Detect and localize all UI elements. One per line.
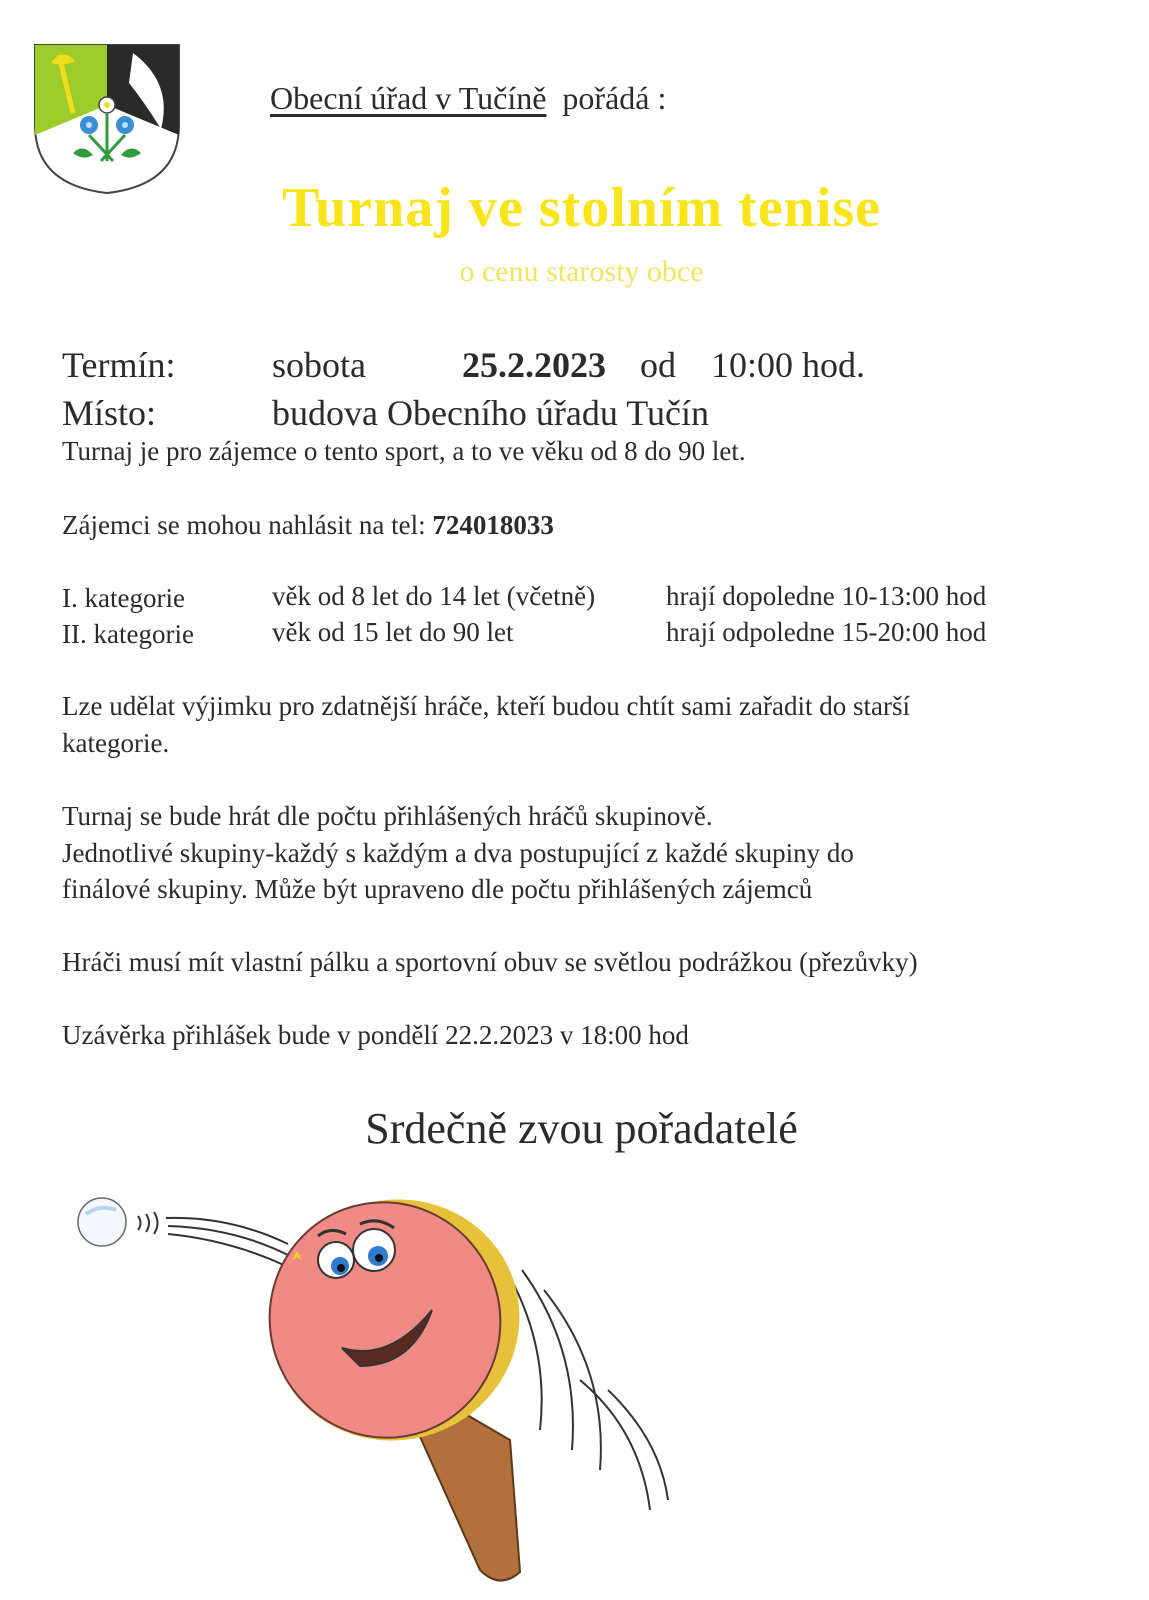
term-od: od [640, 345, 676, 385]
category-2-age: věk od 15 let do 90 let [272, 617, 514, 647]
place-label: Místo: [62, 393, 157, 433]
signup-phone: 724018033 [432, 510, 554, 540]
signup-text: Zájemci se mohou nahlásit na tel: [62, 510, 426, 540]
ping-pong-ball-icon [78, 1198, 158, 1246]
organizer-suffix: pořádá : [562, 80, 667, 116]
page-subtitle: o cenu starosty obce [459, 255, 704, 288]
term-label: Termín: [62, 345, 176, 385]
term-day: sobota [272, 345, 366, 385]
organizer-line [270, 80, 666, 117]
category-1-age: věk od 8 let do 14 let (včetně) [272, 581, 596, 611]
exception-line-2: kategorie. [62, 728, 170, 758]
term-date: 25.2.2023 [462, 345, 606, 385]
term-time: 10:00 hod. [711, 345, 866, 385]
signup-line [62, 510, 554, 541]
audience-text: Turnaj je pro zájemce o tento sport, a to ve věku od 8 do 90 let. [62, 436, 746, 466]
category-2-time: hrají odpoledne 15-20:00 hod [666, 617, 987, 647]
coat-of-arms-icon [33, 43, 181, 195]
exception-line-1: Lze udělat výjimku pro zdatnější hráče, kteří budou chtít sami zařadit do starší [62, 691, 910, 721]
category-2-name: II. kategorie [62, 619, 194, 649]
paddle-illustration [60, 1180, 720, 1600]
equipment-text: Hráči musí mít vlastní pálku a sportovní obuv se světlou podrážkou (přezůvky) [62, 947, 918, 977]
format-line-1: Turnaj se bude hrát dle počtu přihlášených hráčů skupinově. [62, 801, 713, 831]
category-1-time: hrají dopoledne 10-13:00 hod [666, 581, 987, 611]
format-line-2: Jednotlivé skupiny-každý s každým a dva postupující z každé skupiny do [62, 838, 854, 868]
page-title: Turnaj ve stolním tenise [281, 177, 882, 239]
paddle-cartoon-icon [236, 1180, 553, 1581]
place-value: budova Obecního úřadu Tučín [272, 393, 709, 433]
format-line-3: finálové skupiny. Může být upraveno dle počtu přihlášených zájemců [62, 874, 813, 904]
deadline-text: Uzávěrka přihlášek bude v pondělí 22.2.2023 v 18:00 hod [62, 1020, 689, 1050]
closing-text: Srdečně zvou pořadatelé [365, 1104, 798, 1153]
organizer-name: Obecní úřad v Tučíně [270, 80, 547, 116]
category-1-name: I. kategorie [62, 583, 185, 613]
